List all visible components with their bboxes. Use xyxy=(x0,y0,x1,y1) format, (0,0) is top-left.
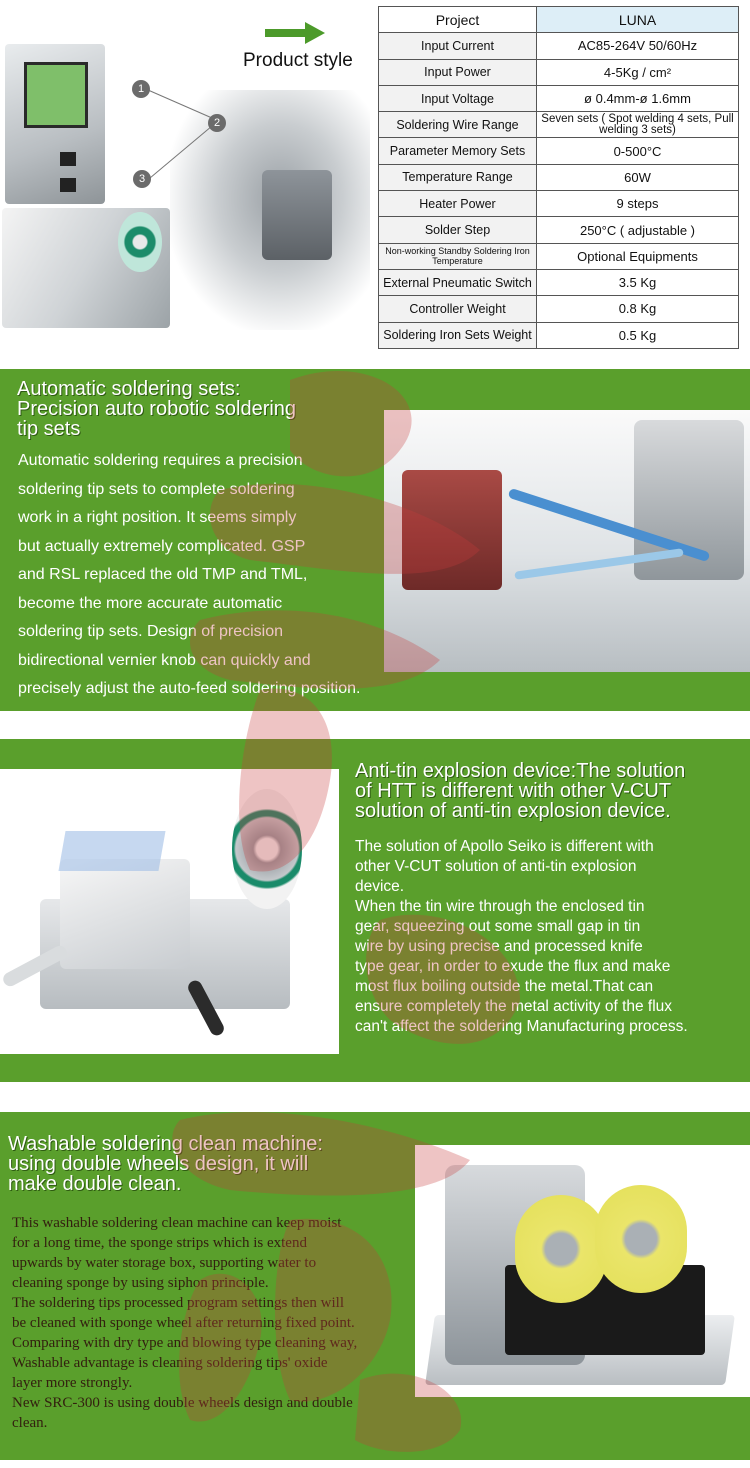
spec-value: 9 steps xyxy=(537,191,739,217)
section2-body-line: The solution of Apollo Seiko is different with xyxy=(355,838,654,855)
spec-value: Seven sets ( Spot welding 4 sets, Pull welding 3 sets) xyxy=(537,112,739,138)
solder-spool-image xyxy=(118,212,162,272)
arrow-right-icon xyxy=(265,22,325,44)
spec-value: 3.5 Kg xyxy=(537,269,739,295)
spec-row xyxy=(379,217,739,243)
spec-row xyxy=(379,296,739,322)
section2-body-line: device. xyxy=(355,878,405,895)
section3-body-line: upwards by water storage box, supporting water to xyxy=(12,1255,317,1271)
spec-row xyxy=(379,33,739,59)
section2-body-line: wire by using precise and processed knife xyxy=(355,938,643,955)
section3-body-line: The soldering tips processed program settings then will xyxy=(12,1295,345,1311)
spec-row xyxy=(379,243,739,269)
spec-row xyxy=(379,59,739,85)
spec-value: 250°C ( adjustable ) xyxy=(537,217,739,243)
spec-key: Input Voltage xyxy=(379,85,537,111)
soldering-head-image xyxy=(262,170,332,260)
spec-value: Optional Equipments xyxy=(537,243,739,269)
section2-body-line: most flux boiling outside the metal.That can xyxy=(355,978,654,995)
spec-key: External Pneumatic Switch xyxy=(379,269,537,295)
section1-title-line: Automatic soldering sets: xyxy=(17,378,241,400)
section2-body-line: gear, squeezing out some small gap in tin xyxy=(355,918,641,935)
section2-body-line: ensure completely the metal activity of the flux xyxy=(355,998,673,1015)
section1-body-line: precisely adjust the auto-feed soldering position. xyxy=(18,680,361,697)
section2-title-line: solution of anti-tin explosion device. xyxy=(355,800,671,822)
spec-key: Temperature Range xyxy=(379,164,537,190)
section1-body-line: work in a right position. It seems simply xyxy=(18,509,297,526)
spec-key: Non-working Standby Soldering Iron Temperature xyxy=(379,243,537,269)
spec-key: Controller Weight xyxy=(379,296,537,322)
section3-body-line: be cleaned with sponge wheel after returning fixed point. xyxy=(12,1315,355,1331)
section3-body-line: Comparing with dry type and blowing type cleaning way, xyxy=(12,1335,358,1351)
spec-value: AC85-264V 50/60Hz xyxy=(537,33,739,59)
spec-header-row xyxy=(379,7,739,33)
spec-key: Parameter Memory Sets xyxy=(379,138,537,164)
controller-port-image xyxy=(60,152,76,166)
section3-title-line: make double clean. xyxy=(8,1173,182,1195)
spec-key: Input Power xyxy=(379,59,537,85)
section3-title-line: Washable soldering clean machine: xyxy=(8,1133,323,1155)
section2-title-line: of HTT is different with other V-CUT xyxy=(355,780,672,802)
watermark-logo xyxy=(140,360,540,1460)
section1-body-line: Automatic soldering requires a precision xyxy=(18,452,303,469)
spec-row xyxy=(379,164,739,190)
section3-body-line: layer more strongly. xyxy=(12,1375,133,1391)
spec-row xyxy=(379,85,739,111)
section1-title-line: tip sets xyxy=(17,418,81,440)
spec-key: Soldering Wire Range xyxy=(379,112,537,138)
controller-screen-image xyxy=(24,62,88,128)
section1-title-line: Precision auto robotic soldering xyxy=(17,398,297,420)
spec-key: Solder Step xyxy=(379,217,537,243)
section2-body-line: When the tin wire through the enclosed tin xyxy=(355,898,645,915)
callout-3: 3 xyxy=(133,170,151,188)
controller-switch-image xyxy=(60,178,76,192)
spec-key: Input Current xyxy=(379,33,537,59)
section1-body-line: soldering tip sets to complete soldering xyxy=(18,480,295,498)
spec-row xyxy=(379,112,739,138)
section3-body-line: clean. xyxy=(12,1415,48,1431)
spec-value: 60W xyxy=(537,164,739,190)
section3-body-line: cleaning sponge by using siphon principle. xyxy=(12,1275,269,1291)
spec-row xyxy=(379,138,739,164)
spec-row xyxy=(379,322,739,348)
spec-table xyxy=(378,6,739,349)
callout-2: 2 xyxy=(208,114,226,132)
spec-value: ø 0.4mm-ø 1.6mm xyxy=(537,85,739,111)
spec-key: Heater Power xyxy=(379,191,537,217)
spec-value: 4-5Kg / cm² xyxy=(537,59,739,85)
spec-header-value: LUNA xyxy=(537,7,739,33)
section3-body-line: New SRC-300 is using double wheels design and double xyxy=(12,1395,353,1411)
section1-body-line: soldering tip sets. Design of precision xyxy=(18,623,284,640)
section2-body-line: can't affect the soldering Manufacturing process. xyxy=(355,1018,688,1035)
section1-body-line: but actually extremely complicated. GSP xyxy=(18,537,306,555)
section3-title-line: using double wheels design, it will xyxy=(8,1153,309,1175)
section2-body-line: other V-CUT solution of anti-tin explosion xyxy=(355,858,637,875)
spec-row xyxy=(379,191,739,217)
callout-1: 1 xyxy=(132,80,150,98)
spec-header-key: Project xyxy=(379,7,537,33)
spec-key: Soldering Iron Sets Weight xyxy=(379,322,537,348)
spec-value: 0.8 Kg xyxy=(537,296,739,322)
product-style-label: Product style xyxy=(243,50,353,71)
section2-body-line: type gear, in order to exude the flux and make xyxy=(355,958,671,975)
section3-body-line: This washable soldering clean machine can keep moist xyxy=(12,1215,342,1231)
section1-body-line: become the more accurate automatic xyxy=(18,594,283,612)
section2-title-line: Anti-tin explosion device:The solution xyxy=(355,760,686,782)
section3-body-line: for a long time, the sponge strips which is extend xyxy=(12,1235,307,1251)
spec-value: 0-500°C xyxy=(537,138,739,164)
section3-body-line: Washable advantage is cleaning soldering tips' oxide xyxy=(12,1355,328,1371)
spec-row xyxy=(379,269,739,295)
section1-body-line: and RSL replaced the old TMP and TML, xyxy=(18,566,308,583)
section1-body-line: bidirectional vernier knob can quickly and xyxy=(18,651,311,669)
spec-value: 0.5 Kg xyxy=(537,322,739,348)
